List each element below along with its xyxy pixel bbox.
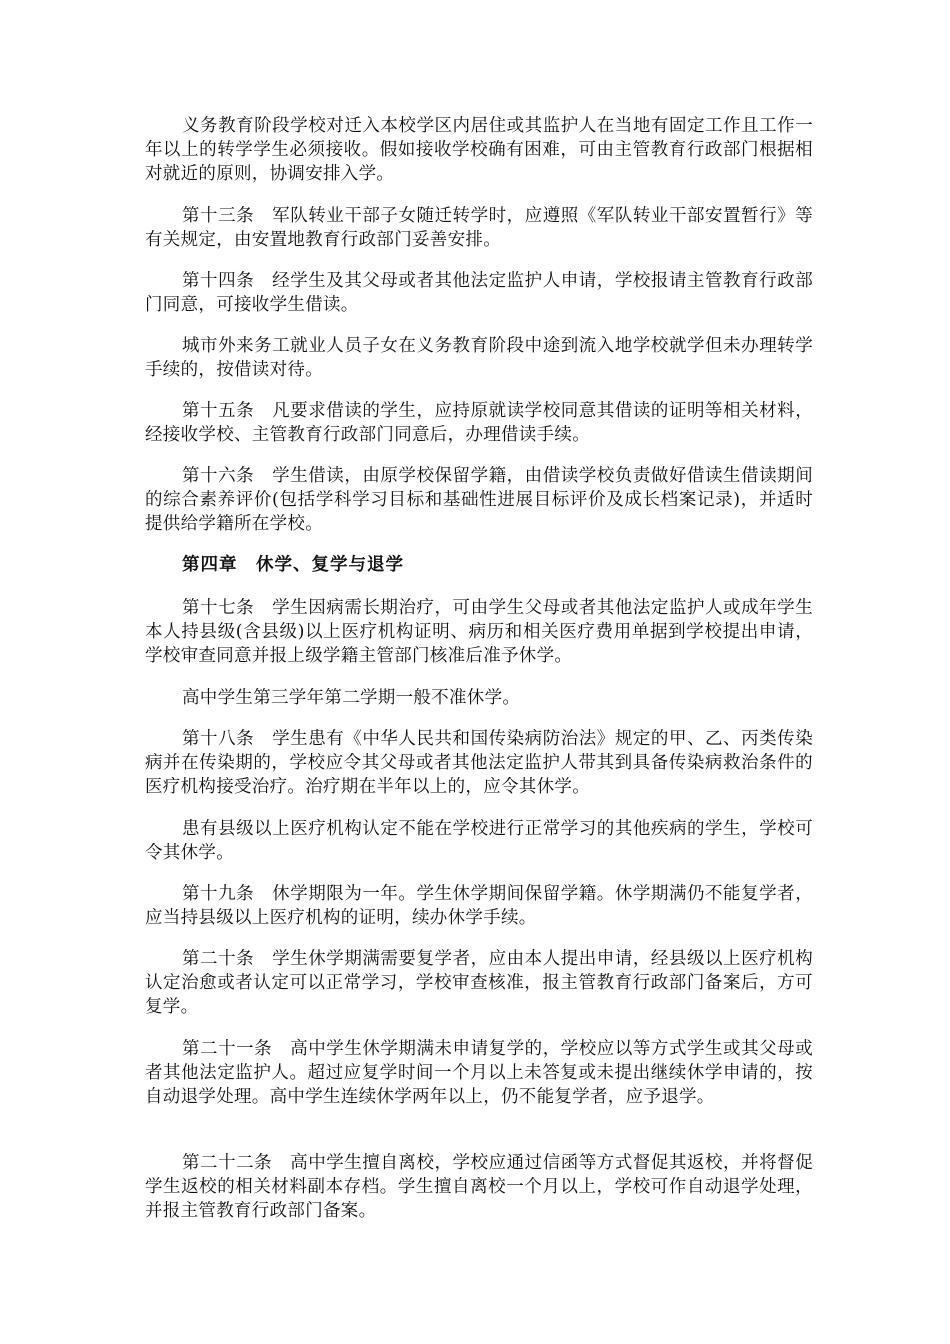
paragraph-article-17: 第十七条 学生因病需长期治疗，可由学生父母或者其他法定监护人或成年学生本人持县级(含县级)以上医疗机构证明、病历和相关医疗费用单据到学校提出申请，学校审查同意并报上级学籍主管部门核准后准予休学。 xyxy=(145,598,813,666)
paragraph-article-21: 第二十一条 高中学生休学期满未申请复学的，学校应以等方式学生或其父母或者其他法定监护人。超过应复学时间一个月以上未答复或未提出继续休学申请的，按自动退学处理。高中学生连续休学两年以上，仍不能复学者，应予退学。 xyxy=(145,1039,813,1107)
paragraph-senior-rule: 高中学生第三学年第二学期一般不准休学。 xyxy=(182,688,521,708)
paragraph-article-20: 第二十条 学生休学期满需要复学者，应由本人提出申请，经县级以上医疗机构认定治愈或者认定可以正常学习，学校审查核准，报主管教育行政部门备案后，方可复学。 xyxy=(145,949,813,1017)
paragraph-article-16: 第十六条 学生借读，由原学校保留学籍，由借读学校负责做好借读生借读期间的综合素养评价(包括学科学习目标和基础性进展目标评价及成长档案记录)，并适时提供给学籍所在学校。 xyxy=(145,466,813,534)
paragraph-article-14: 第十四条 经学生及其父母或者其他法定监护人申请，学校报请主管教育行政部门同意，可接收学生借读。 xyxy=(145,271,813,315)
paragraph-transfer-acceptance: 义务教育阶段学校对迁入本校学区内居住或其监护人在当地有固定工作且工作一年以上的转学学生必须接收。假如接收学校确有困难，可由主管教育行政部门根据相对就近的原则，协调安排入学。 xyxy=(145,116,813,184)
paragraph-migrant-children: 城市外来务工就业人员子女在义务教育阶段中途到流入地学校就学但未办理转学手续的，按借读对待。 xyxy=(145,336,813,380)
paragraph-article-22: 第二十二条 高中学生擅自离校，学校应通过信函等方式督促其返校，并将督促学生返校的相关材料副本存档。学生擅自离校一个月以上，学校可作自动退学处理，并报主管教育行政部门备案。 xyxy=(145,1153,813,1221)
paragraph-other-illness: 患有县级以上医疗机构认定不能在学校进行正常学习的其他疾病的学生，学校可令其休学。 xyxy=(145,819,813,863)
paragraph-article-13: 第十三条 军队转业干部子女随迁转学时，应遵照《军队转业干部安置暂行》等有关规定，由安置地教育行政部门妥善安排。 xyxy=(145,206,813,250)
paragraph-article-18: 第十八条 学生患有《中华人民共和国传染病防治法》规定的甲、乙、丙类传染病并在传染期的，学校应令其父母或者其他法定监护人带其到具备传染病救治条件的医疗机构接受治疗。治疗期在半年以上的，应令其休学。 xyxy=(145,729,813,797)
paragraph-article-15: 第十五条 凡要求借读的学生，应持原就读学校同意其借读的证明等相关材料，经接收学校、主管教育行政部门同意后，办理借读手续。 xyxy=(145,401,813,445)
chapter-heading: 第四章 休学、复学与退学 xyxy=(182,555,404,575)
paragraph-article-19: 第十九条 休学期限为一年。学生休学期间保留学籍。休学期满仍不能复学者，应当持县级以上医疗机构的证明，续办休学手续。 xyxy=(145,884,813,928)
